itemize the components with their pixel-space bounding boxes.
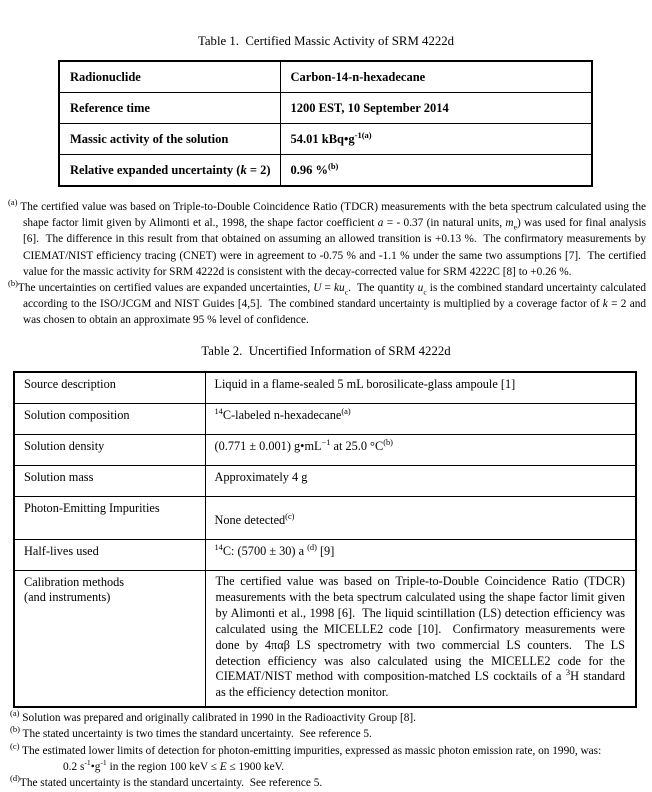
footnote-d [10,775,646,791]
table1-footnotes [8,199,646,329]
row-value: $^{14}$C-labeled n-hexadecane$^{(a)}$ [205,404,636,435]
footnote-marker: (b) [10,724,20,735]
row-value: Approximately 4 g [205,466,636,497]
table2-title: Table 2. Uncertified Information of SRM 4222d [201,344,451,358]
table1-row [59,93,592,124]
row-value: (0.771 ± 0.001) $g•mL^{-1}$ at 25.0 $^\circ C^{(b)}$ [205,435,636,466]
row-value: 0.96 %$^{(b)}$ [280,155,592,187]
row-value: 54.01 $kBq•g^{-1(a)}$ [280,124,592,155]
row-label: Solution composition [14,404,205,435]
row-label: Relative expanded uncertainty (k = 2) [59,155,280,187]
row-value: Carbon-14-n-hexadecane [280,61,592,93]
footnote-a [8,199,646,280]
footnote-text: The estimated lower limits of detection for photon-emitting impurities, expressed as massic photon emission rate, on 1990, was: [19,744,602,757]
row-label: Calibration methods (and instruments) [14,571,205,708]
table1-row [59,155,592,187]
table2-row [14,497,636,540]
footnote-marker: (d) [10,773,20,784]
table2-footnotes [10,710,646,791]
footnote-text: The stated uncertainty is the standard uncertainty. See reference 5. [19,777,323,790]
row-label: Photon-Emitting Impurities [14,497,205,540]
footnote-b [8,280,646,329]
footnote-text: The certified value was based on Triple-to-Double Coincidence Ratio (TDCR) measurements with the beta spectrum calculated using the shape factor limit given by Alimonti et al., 1998, the shape factor coefficient a = - 0.37 (in natural units, $m_e$) was used for final analysis [6]. The difference in this result from that obtained on assuming an allowed transition is +0.13 %. The confirmatory measurements by CIEMAT/NIST efficiency tracing (CNET) were in agreement to -0.75 % and -1.1 % under the same two assumptions [7]. The certified value for the massic activity for SRM 4222d is consistent with the decay-corrected value for SRM 4222C [8] to +0.26 %. [17,201,646,278]
footnote-text: The uncertainties on certified values are expanded uncertainties, $U = ku_c$. The quantity $u_c$ is the combined standard uncertainty calculated according to the ISO/JCGM and NIST Guides [4,5]. The combined standard uncertainty is multiplied by a coverage factor of k = 2 and was chosen to obtain an approximate 95 % level of confidence. [17,282,646,327]
table1-row [59,61,592,93]
row-label: Reference time [59,93,280,124]
table2-row [14,571,636,708]
table2-row [14,540,636,571]
footnote-a [10,710,646,726]
footnote-marker: (a) [10,708,20,719]
row-label: Massic activity of the solution [59,124,280,155]
table1-title: Table 1. Certified Massic Activity of SRM 4222d [197,34,455,48]
table2-row [14,466,636,497]
footnote-c-continued: 0.2 $s^{-1}•g^{-1}$ in the region 100 keV ≤ E ≤ 1900 keV. [63,758,285,773]
row-label: Solution mass [14,466,205,497]
row-value: The certified value was based on Triple-to-Double Coincidence Ratio (TDCR) measurements with the beta spectrum calculated using the shape factor limit given by Alimonti et al., 1998 [6]. The liquid scintillation (LS) detection efficiency was calculated using the MICELLE2 code [10]. Confirmatory measurements were done by 4παβ LS spectrometry with two commercial LS counters. The LS detection efficiency was also calculated using the MICELLE2 code for the CIEMAT/NIST method with composition-matched LS cocktails of a $^3$H standard as the efficiency detection monitor. [205,571,636,708]
footnote-text: Solution was prepared and originally calibrated in 1990 in the Radioactivity Group [8]. [19,712,416,724]
row-label: Solution density [14,435,205,466]
footnote-marker: (a) [8,197,18,208]
table2-row [14,435,636,466]
row-value: None detected$^{(c)}$ [205,497,636,540]
footnote-marker: (b) [8,278,18,289]
row-value: 1200 EST, 10 September 2014 [280,93,592,124]
footnote-c [10,740,646,776]
row-value: $^{14}$C: (5700 ± 30) a $^{(d)}$ [9] [205,540,636,571]
footnote-text: The stated uncertainty is two times the standard uncertainty. See reference 5. [19,728,372,741]
footnote-marker: (c) [10,740,20,751]
table1-row [59,124,592,155]
table2-row [14,372,636,404]
footnote-b [10,726,646,742]
row-value: Liquid in a flame-sealed 5 mL borosilicate-glass ampoule [1] [205,372,636,404]
row-label: Half-lives used [14,540,205,571]
table2-row [14,404,636,435]
row-label: Radionuclide [59,61,280,93]
table2 [13,371,637,708]
table1 [58,60,593,187]
row-label: Source description [14,372,205,404]
